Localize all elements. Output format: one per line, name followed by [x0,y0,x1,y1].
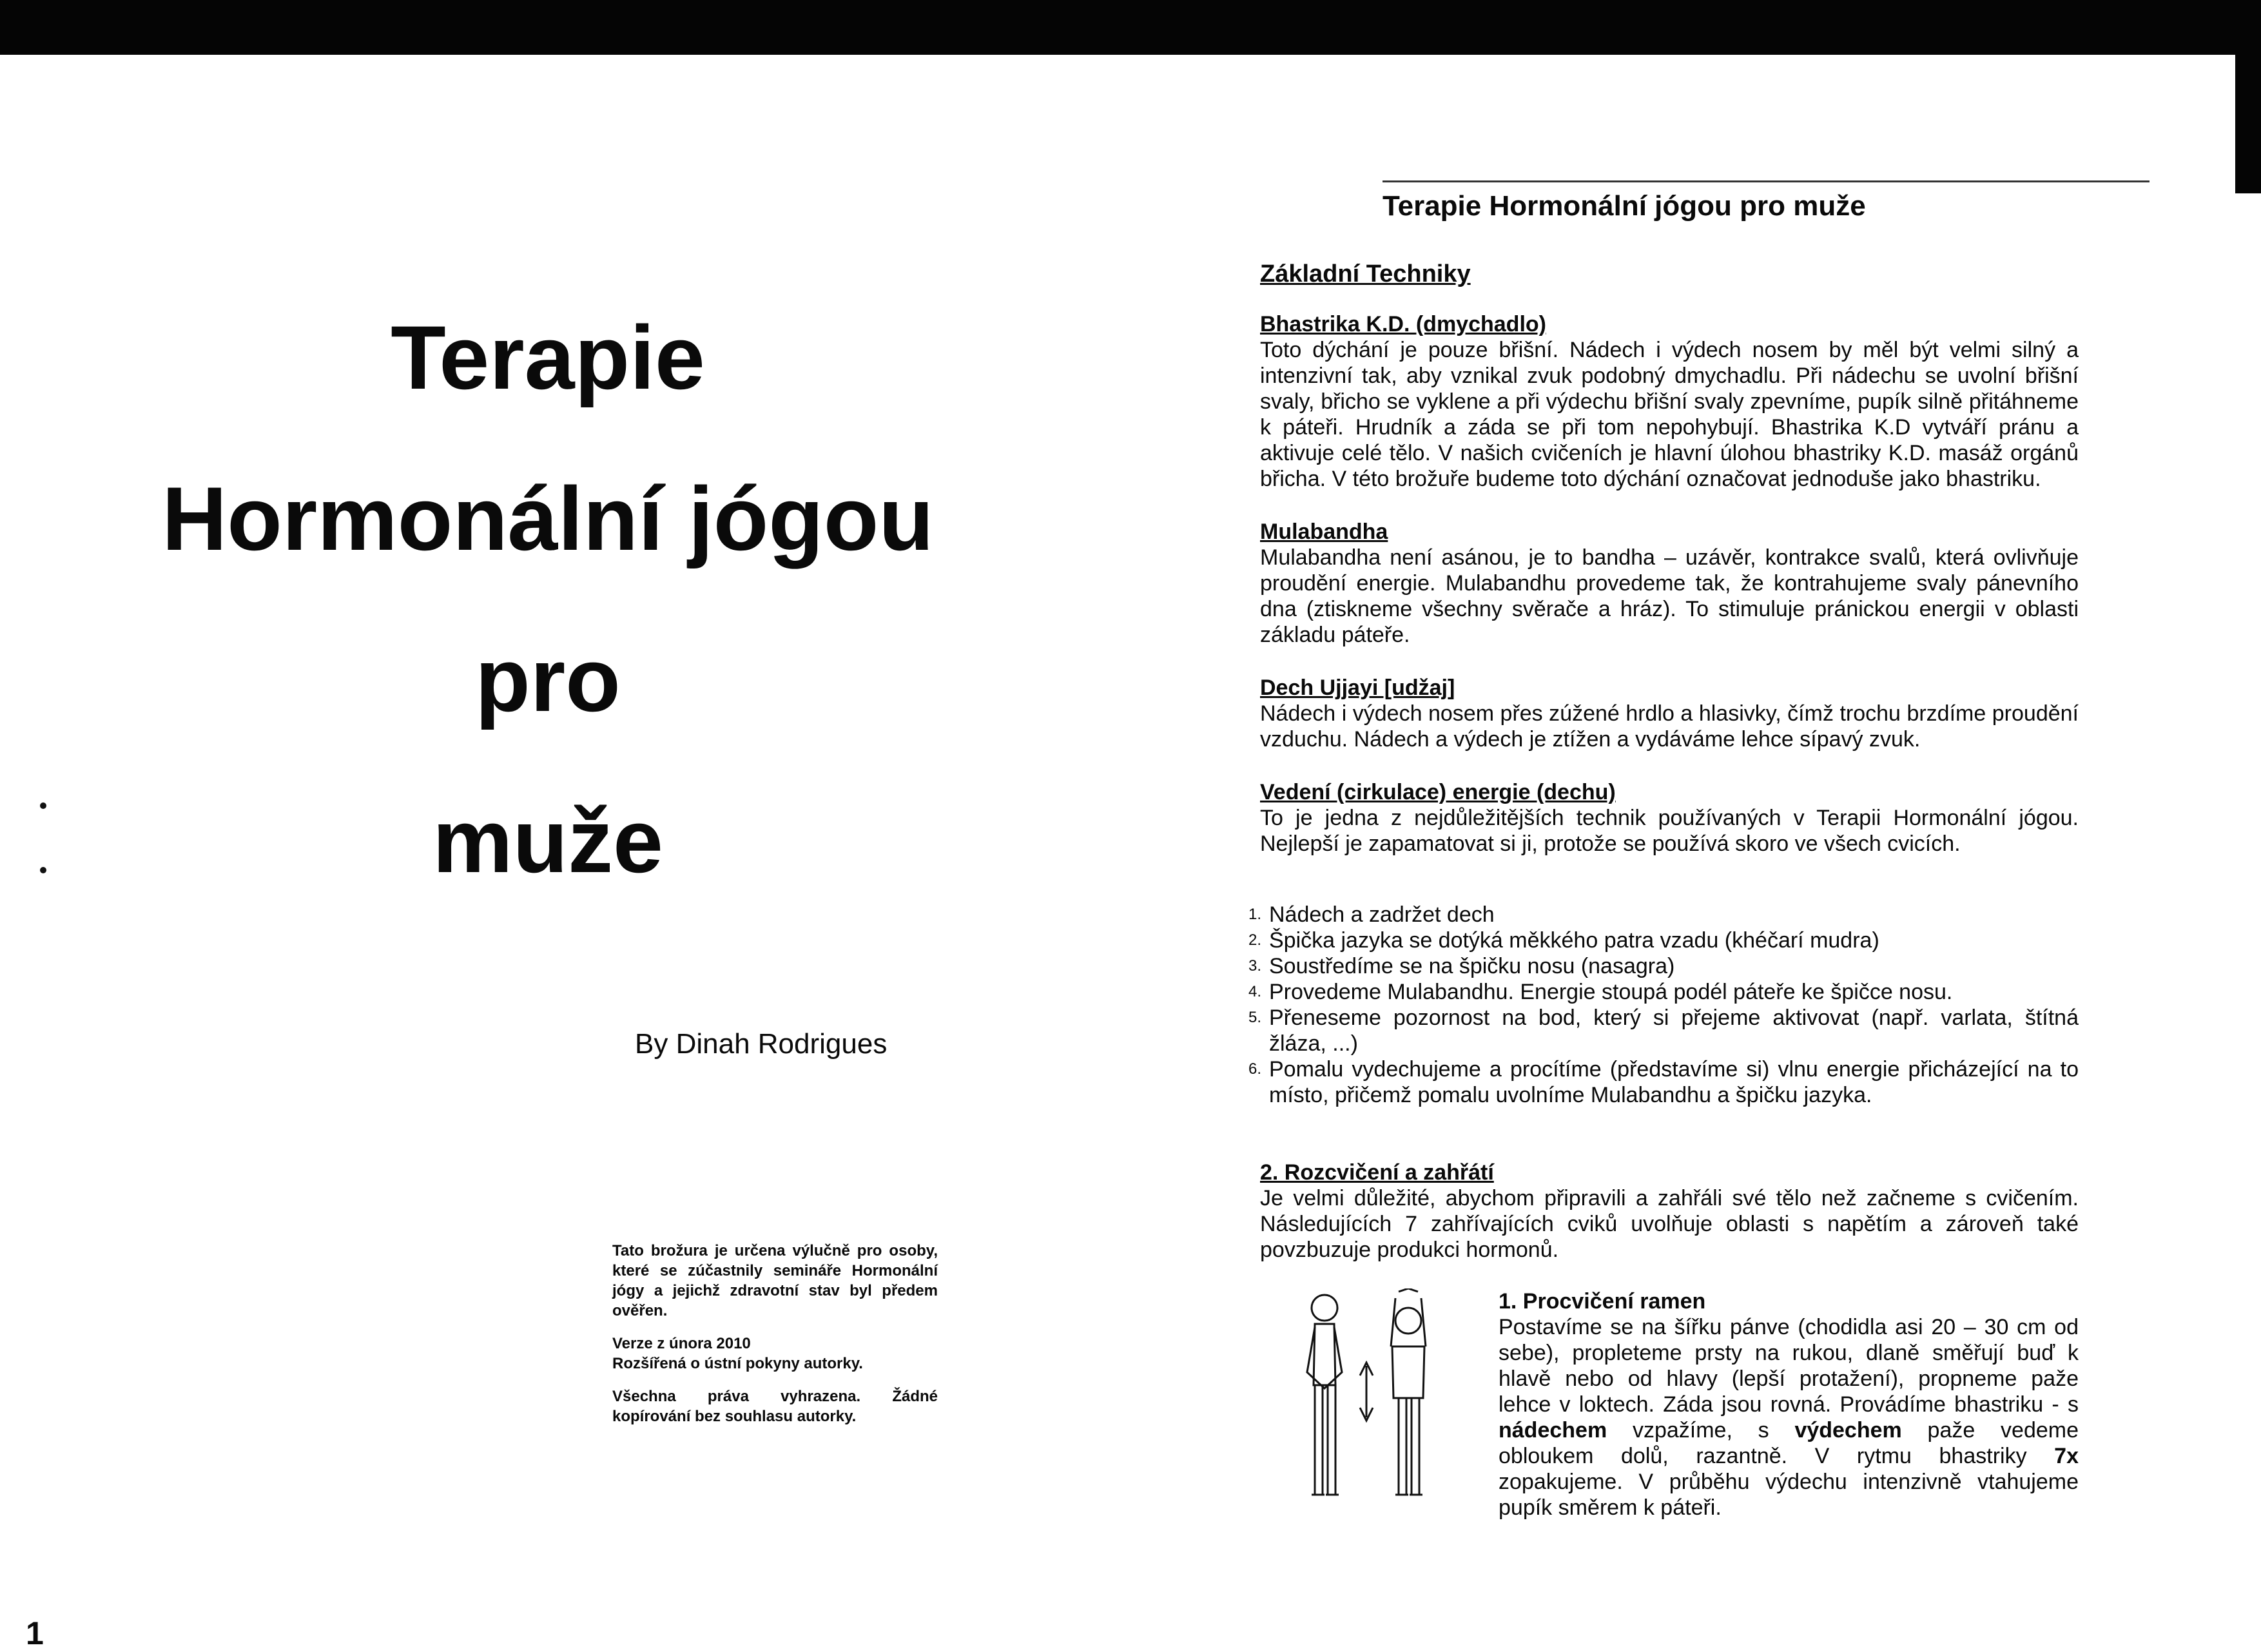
step-number: 2. [1248,931,1262,949]
step-text: Provedeme Mulabandhu. Energie stoupá podél páteře ke špičce nosu. [1269,980,1953,1004]
cover-note [612,1241,938,1439]
exercise-1-body [1499,1314,2079,1521]
manual-header: Terapie Hormonální jógou pro muže [1383,190,1866,222]
note-version: Verze z února 2010 [612,1335,751,1352]
note-version-block [612,1334,938,1374]
step-number: 5. [1248,1009,1262,1026]
step-item [1248,902,2079,928]
bhastrika-block [1260,311,2079,492]
book-spread [0,55,2261,1651]
note-rights: Všechna práva vyhrazena. Žádné kopírování bez souhlasu autorky. [612,1388,938,1425]
step-item [1248,979,2079,1005]
note-disclaimer: Tato brožura je určena výlučně pro osoby, které se zúčastnily semináře Hormonální jógy a jejichž zdravotní stav byl předem ověřen. [612,1242,938,1319]
section-2 [1260,1160,2079,1263]
exercise-text-part: paže vedeme obloukem dolů, razantně. V rytmu bhastriky [1499,1418,2079,1468]
cover-title-line-4: muže [432,790,663,891]
step-item [1248,953,2079,979]
circulation-steps [1248,902,2079,1108]
exercise-bold-exhale: výdechem [1794,1418,1902,1443]
page-number: 1 [26,1615,44,1651]
note-extended: Rozšířená o ústní pokyny autorky. [612,1355,863,1372]
step-text: Špička jazyka se dotýká měkkého patra vzadu (khéčarí mudra) [1269,928,1879,953]
scan-specks [37,802,57,880]
circulation-block [1260,779,2079,857]
step-item [1248,928,2079,953]
cover-author: By Dinah Rodrigues [635,1028,888,1060]
mulabandha-title: Mulabandha [1260,520,1388,544]
step-number: 1. [1248,906,1262,923]
step-number: 3. [1248,957,1262,975]
exercise-1-title: 1. Procvičení ramen [1499,1289,1706,1314]
section-2-intro: Je velmi důležité, abychom připravili a zahřáli své tělo než začneme s cvičením. Následujících 7 zahřívajících cviků uvolňuje oblasti s napětím a zároveň také povzbuzuje produkci hormonů. [1260,1186,2079,1262]
bhastrika-title: Bhastrika K.D. (dmychadlo) [1260,312,1546,336]
exercise-bold-inhale: nádechem [1499,1418,1607,1443]
step-text: Soustředíme se na špičku nosu (nasagra) [1269,954,1675,978]
bhastrika-text: Toto dýchání je pouze břišní. Nádech i výdech nosem by měl být velmi silný a intenzivní tak, aby vznikal zvuk podobný dmychadlu. Při nádechu se uvolní břišní svaly, břicho se vyklene a při výdechu břišní svaly zpevníme, pupík silně přitáhneme k páteři. Hrudník a záda se při tom nepohybují. Bhastrika K.D vytváří pránu a aktivuje celé tělo. V našich cvičeních je hlavní úlohou bhastriky K.D. masáž orgánů břicha. V této brožuře budeme toto dýchání označovat jednoduše jako bhastriku. [1260,338,2079,491]
section-1-title: Základní Techniky [1260,260,1471,287]
step-item [1248,1056,2079,1108]
cover-title-line-3: pro [475,629,621,730]
exercise-text-part: vzpažíme, s [1607,1418,1795,1443]
exercise-text-part: Postavíme se na šířku pánve (chodidla asi 20 – 30 cm od sebe), propleteme prsty na rukou, dlaně směřují buď k hlavě nebo od hlavy (lepší protažení), propneme paže lehce v loktech. Záda jsou rovná. Provádíme bhastriku - s [1499,1315,2079,1417]
ujjayi-text: Nádech i výdech nosem přes zúžené hrdlo a hlasivky, čímž trochu brzdíme proudění vzduchu. Nádech a výdech je ztížen a vydáváme lehce sípavý zvuk. [1260,701,2079,752]
scan-border-top [0,0,2261,55]
step-text: Přeneseme pozornost na bod, který si přejeme aktivovat (např. varlata, štítná žláza, ...) [1269,1006,2079,1056]
cover-title-line-1: Terapie [391,307,705,408]
shoulder-exercise-illustration [1295,1288,1437,1501]
step-item [1248,1005,2079,1056]
exercise-1 [1260,1288,2079,1521]
cover-title-line-2: Hormonální jógou [162,468,934,569]
step-text: Pomalu vydechujeme a procítíme (představíme si) vlnu energie přicházející na to místo, přičemž pomalu uvolníme Mulabandhu a špičku jazyka. [1269,1057,2079,1107]
circulation-title: Vedení (cirkulace) energie (dechu) [1260,780,1616,804]
ujjayi-block [1260,675,2079,752]
mulabandha-block [1260,519,2079,648]
step-number: 4. [1248,983,1262,1000]
step-text: Nádech a zadržet dech [1269,902,1495,927]
section-2-title: 2. Rozcvičení a zahřátí [1260,1160,1494,1185]
exercise-bold-reps: 7x [2054,1444,2079,1468]
step-number: 6. [1248,1060,1262,1078]
header-rule [1383,180,2149,182]
manual-content [1248,260,2079,1521]
mulabandha-text: Mulabandha není asánou, je to bandha – uzávěr, kontrakce svalů, která ovlivňuje proudění energie. Mulabandhu provedeme tak, že kontrahujeme svaly pánevního dna (ztiskneme všechny svěrače a hráz). To stimuluje pránickou energii v oblasti základu páteře. [1260,545,2079,647]
exercise-text-part: zopakujeme. V průběhu výdechu intenzivně vtahujeme pupík směrem k páteři. [1499,1470,2079,1520]
ujjayi-title: Dech Ujjayi [udžaj] [1260,675,1455,700]
exercise-1-text [1499,1288,2079,1521]
circulation-text: To je jedna z nejdůležitějších technik používaných v Terapii Hormonální jógou. Nejlepší je zapamatovat si ji, protože se používá skoro ve všech cvicích. [1260,806,2079,856]
